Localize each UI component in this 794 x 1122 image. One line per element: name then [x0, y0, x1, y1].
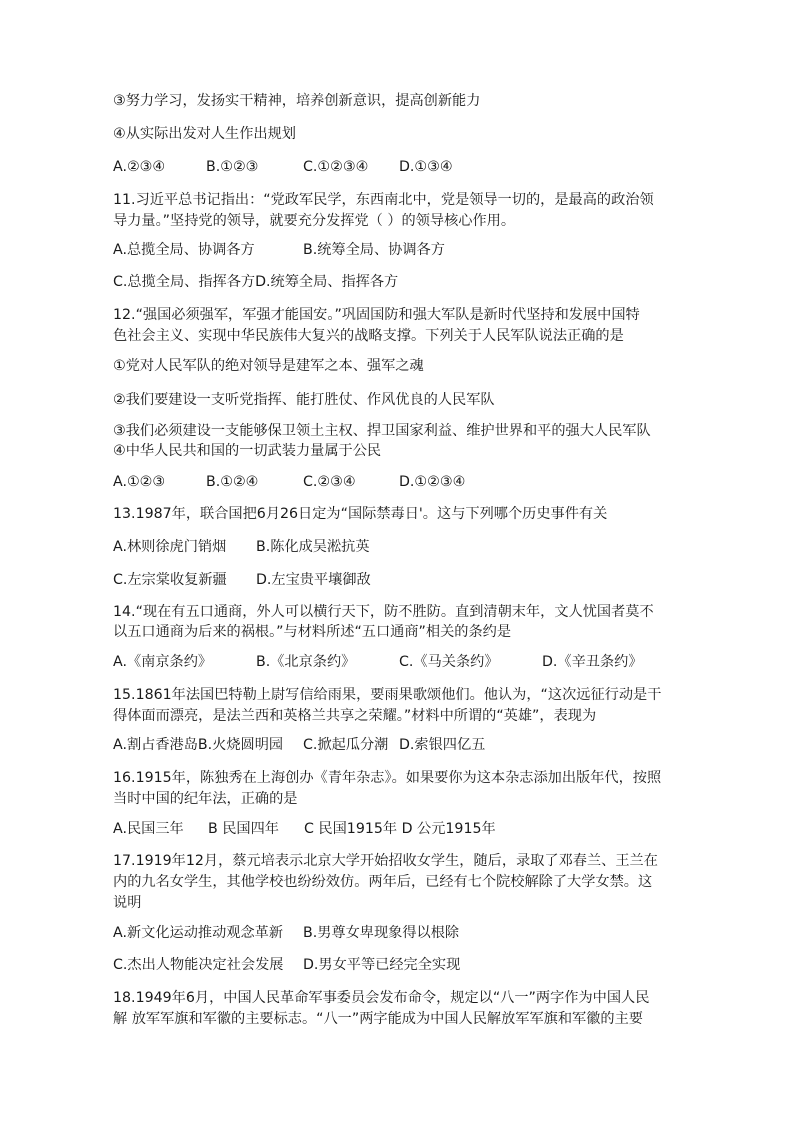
q17-stem-line1: 17.1919年12月，蔡元培表示北京大学开始招收女学生，随后，录取了邓春兰、王兰在 [113, 853, 658, 869]
q12-statement-3: ③我们必须建设一支能够保卫领土主权、捍卫国家利益、维护世界和平的强大人民军队 [113, 423, 651, 439]
q13-option-c: C.左宗棠收复新疆 [113, 572, 227, 588]
q10-option-a: A.②③④ [113, 159, 166, 175]
q17-option-b: B.男尊女卑现象得以根除 [303, 925, 460, 941]
q16-option-b: B 民国四年 [208, 821, 279, 837]
q12-statement-2: ②我们要建设一支听党指挥、能打胜仗、作风优良的人民军队 [113, 392, 495, 408]
q13-stem: 13.1987年，联合国把6月26日定为“国际禁毒日'。这与下列哪个历史事件有关 [113, 506, 608, 522]
q12-statement-1: ①党对人民军队的绝对领导是建军之本、强军之魂 [113, 358, 424, 374]
q15-option-c: C.掀起瓜分潮 [303, 737, 389, 753]
q11-stem-line1: 11.习近平总书记指出：“党政军民学，东西南北中，党是领导一切的，是最高的政治领 [113, 192, 654, 208]
q14-stem-line1: 14.“现在有五口通商，外人可以横行天下，防不胜防。直到清朝末年，文人忧国者莫不 [113, 604, 654, 620]
q10-option-c: C.①②③④ [303, 159, 369, 175]
q17-stem-line2: 内的九名女学生，其他学校也纷纷效仿。两年后，已经有七个院校解除了大学女禁。这 [113, 874, 653, 890]
q12-statement-4: ④中华人民共和国的一切武装力量属于公民 [113, 443, 382, 459]
q11-option-b: B.统筹全局、协调各方 [303, 242, 445, 258]
q15-option-d: D.索银四亿五 [399, 737, 486, 753]
q14-stem-line2: 以五口通商为后来的祸根。”与材料所述“五口通商”相关的条约是 [113, 624, 512, 640]
q12-option-a: A.①②③ [113, 474, 166, 490]
q12-stem-line2: 色社会主义、实现中华民族伟大复兴的战略支撑。下列关于人民军队说法正确的是 [113, 328, 624, 344]
q14-option-d: D.《辛丑条约》 [542, 654, 643, 670]
q14-option-c: C.《马关条约》 [399, 654, 499, 670]
q17-option-a: A.新文化运动推动观念革新 [113, 925, 284, 941]
q14-option-b: B.《北京条约》 [256, 654, 356, 670]
q12-stem-line1: 12.“强国必须强军，军强才能国安。”巩固国防和强大军队是新时代坚持和发展中国特 [113, 307, 640, 323]
q16-stem-line1: 16.1915年，陈独秀在上海创办《青年杂志》。如果要你为这本杂志添加出版年代，按照 [113, 770, 662, 786]
q16-option-a: A.民国三年 [113, 821, 184, 837]
q18-stem-line2: 解 放军军旗和军徽的主要标志。“八一”两字能成为中国人民解放军军旗和军徽的主要 [113, 1011, 643, 1027]
q11-option-a: A.总揽全局、协调各方 [113, 242, 255, 258]
q12-option-c: C.②③④ [303, 474, 356, 490]
q15-stem-line2: 得体面而漂亮，是法兰西和英格兰共享之荣耀。”材料中所谓的“英雄”，表现为 [113, 708, 597, 724]
q10-option-b: B.①②③ [206, 159, 259, 175]
q10-statement-4: ④从实际出发对人生作出规划 [113, 126, 296, 142]
q14-option-a: A.《南京条约》 [113, 654, 213, 670]
q13-option-d: D.左宝贵平壤御敌 [256, 572, 371, 588]
q16-stem-line2: 当时中国的纪年法，正确的是 [113, 791, 298, 807]
q17-stem-line3: 说明 [113, 895, 142, 911]
q10-statement-3: ③努力学习，发扬实干精神，培养创新意识，提高创新能力 [113, 93, 481, 109]
q12-option-b: B.①②④ [206, 474, 259, 490]
q15-option-ab: A.割占香港岛B.火烧圆明园 [113, 737, 284, 753]
q11-options-cd: C.总揽全局、指挥各方D.统筹全局、指挥各方 [113, 274, 399, 290]
q18-stem-line1: 18.1949年6月，中国人民革命军事委员会发布命令，规定以“八一”两字作为中国人民 [113, 990, 650, 1006]
q17-option-d: D.男女平等已经完全实现 [303, 957, 461, 973]
q10-option-d: D.①③④ [399, 159, 453, 175]
q15-stem-line1: 15.1861年法国巴特勒上尉写信给雨果，要雨果歌颂他们。他认为，“这次远征行动是干 [113, 687, 662, 703]
q12-option-d: D.①②③④ [399, 474, 466, 490]
q16-option-cd: C 民国1915年 D 公元1915年 [304, 821, 496, 837]
q13-option-a: A.林则徐虎门销烟 [113, 539, 227, 555]
q11-stem-line2: 导力量。”坚持党的领导，就要充分发挥党（ ）的领导核心作用。 [113, 213, 516, 229]
q17-option-c: C.杰出人物能决定社会发展 [113, 957, 284, 973]
q13-option-b: B.陈化成吴淞抗英 [256, 539, 370, 555]
